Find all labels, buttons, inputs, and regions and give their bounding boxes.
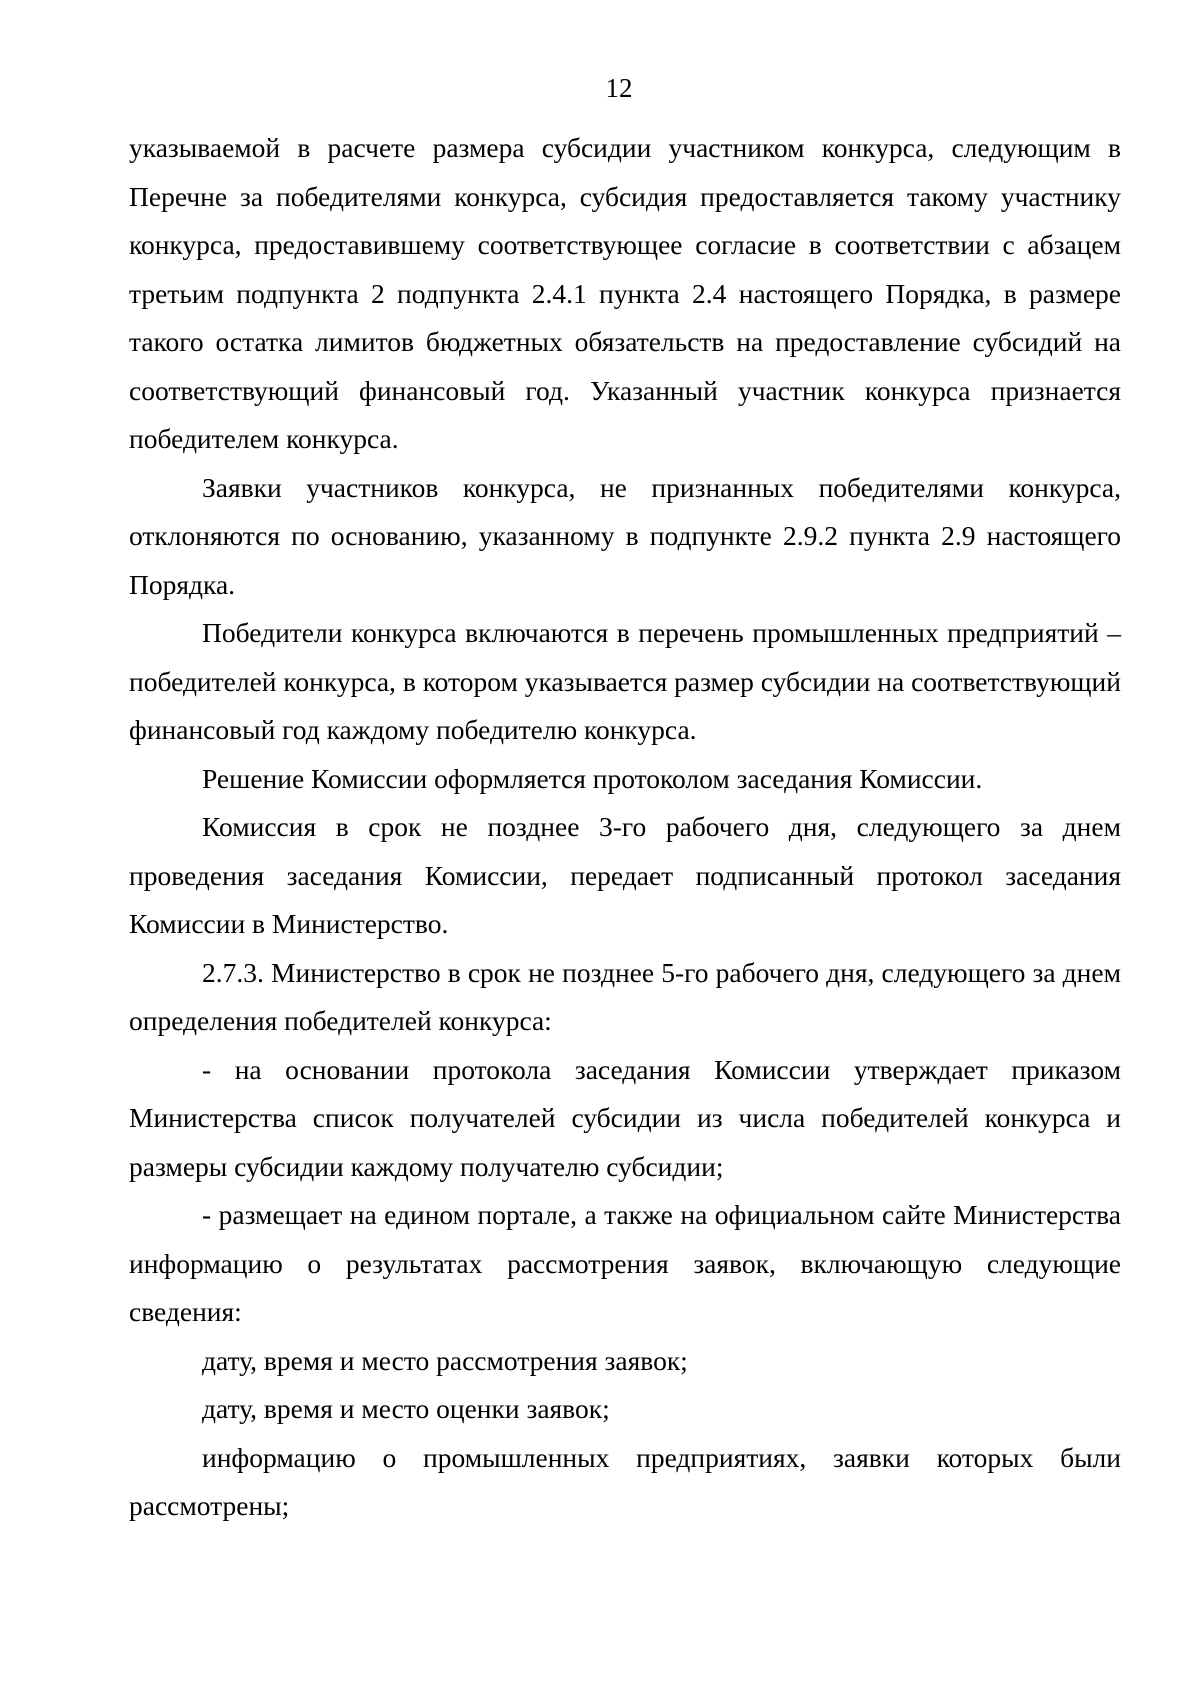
- section-paragraph-2-7-3: 2.7.3. Министерство в срок не позднее 5-го рабочего дня, следующего за днем определения победителей конкурса:: [129, 956, 1121, 1036]
- paragraph: Комиссия в срок не позднее 3-го рабочего дня, следующего за днем проведения заседания Комиссии, передает подписанный протокол заседания Комиссии в Министерство.: [129, 811, 1121, 939]
- paragraph: Победители конкурса включаются в перечень промышленных предприятий – победителей конкурса, в котором указывается размер субсидии на соответствующий финансовый год каждому победителю конкурса.: [129, 617, 1121, 745]
- document-body: [129, 124, 1121, 1531]
- page-number: 12: [605, 73, 633, 103]
- list-item: дату, время и место рассмотрения заявок;: [202, 1344, 688, 1376]
- paragraph: Решение Комиссии оформляется протоколом заседания Комиссии.: [202, 762, 983, 794]
- list-item: - размещает на едином портале, а также на официальном сайте Министерства информацию о результатах рассмотрения заявок, включающую следующие сведения:: [129, 1199, 1121, 1327]
- paragraph: Заявки участников конкурса, не признанных победителями конкурса, отклоняются по основанию, указанному в подпункте 2.9.2 пункта 2.9 настоящего Порядка.: [129, 471, 1121, 600]
- list-item: - на основании протокола заседания Комиссии утверждает приказом Министерства список получателей субсидии из числа победителей конкурса и размеры субсидии каждому получателю субсидии;: [129, 1053, 1121, 1182]
- list-item: информацию о промышленных предприятиях, заявки которых были рассмотрены;: [129, 1441, 1121, 1521]
- list-item: дату, время и место оценки заявок;: [202, 1393, 610, 1424]
- paragraph: указываемой в расчете размера субсидии участником конкурса, следующим в Перечне за победителями конкурса, субсидия предоставляется такому участнику конкурса, предоставившему соответствующее согласие в соответствии с абзацем третьим подпункта 2 подпункта 2.4.1 пункта 2.4 настоящего Порядка, в размере такого остатка лимитов бюджетных обязательств на предоставление субсидий на соответствующий финансовый год. Указанный участник конкурса признается победителем конкурса.: [129, 132, 1121, 454]
